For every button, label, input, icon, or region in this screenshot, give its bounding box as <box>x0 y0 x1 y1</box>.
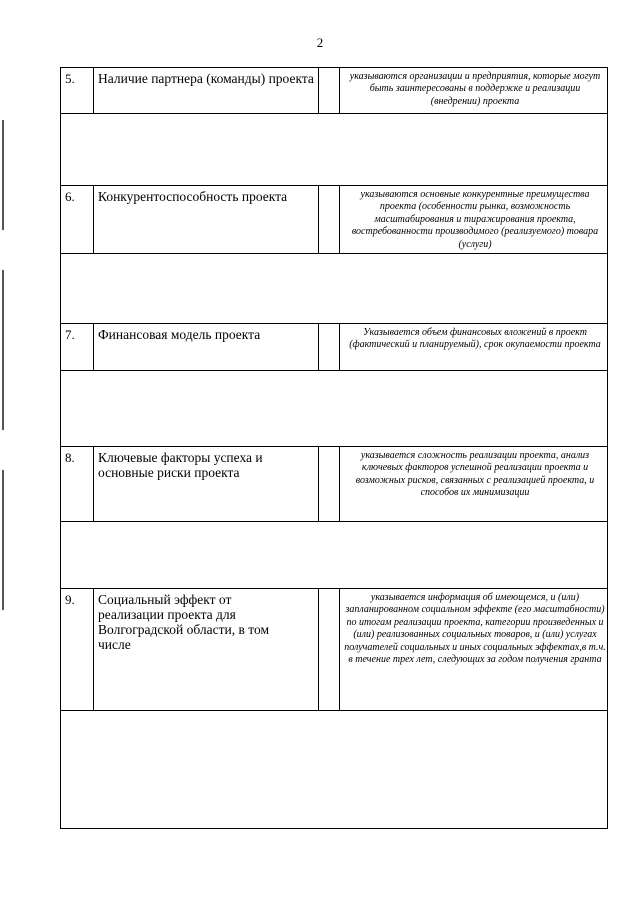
row-number: 9. <box>65 592 75 607</box>
row-number: 7. <box>65 327 75 342</box>
row-number: 8. <box>65 450 75 465</box>
answer-area-6[interactable] <box>61 254 607 324</box>
scan-edge-mark <box>2 470 4 610</box>
row-title: Ключевые факторы успеха и основные риски проекта <box>98 450 263 480</box>
page-number: 2 <box>316 35 324 50</box>
table-row-5-header <box>61 68 607 114</box>
row-title: Финансовая модель проекта <box>98 327 261 342</box>
row-hint: указываются организации и предприятия, которые могут быть заинтересованы в поддержке и реализации (внедрении) проекта <box>349 71 601 107</box>
table-row-9-header <box>61 589 607 711</box>
answer-area-5[interactable] <box>61 114 607 186</box>
row-hint: указывается сложность реализации проекта, анализ ключевых факторов успешной реализации проекта и возможных рисков, связанных с реализацией проекта, и способов их минимизации <box>355 450 595 499</box>
row-title: Социальный эффект от реализации проекта для Волгоградской области, в том числе <box>98 592 270 652</box>
row-number: 5. <box>65 71 75 86</box>
application-form-table <box>60 67 608 829</box>
table-row-7-header <box>61 324 607 371</box>
row-number: 6. <box>65 189 75 204</box>
table-row-6-header <box>61 186 607 254</box>
row-hint: указываются основные конкурентные преимущества проекта (особенности рынка, возможность масштабирования и тиражирования проекта, востребованности производимого (реализуемого) товара (услуги) <box>351 189 599 250</box>
scan-edge-mark <box>2 270 4 430</box>
row-hint: указывается информация об имеющемся, и (или) запланированном социальном эффекте (его масштабности) по итогам реализации проекта, категории произведенных и (или) реализованных социальных товаров, и (или) услугах получателей социальных и иных социальных эффектах,в т.ч. в течение трех лет, следующих за годом получения гранта <box>344 592 606 666</box>
answer-area-7[interactable] <box>61 371 607 447</box>
row-title: Наличие партнера (команды) проекта <box>98 71 314 86</box>
answer-area-9[interactable] <box>61 711 607 828</box>
row-hint: Указывается объем финансовых вложений в проект (фактический и планируемый), срок окупаемости проекта <box>349 327 601 351</box>
row-title: Конкурентоспособность проекта <box>98 189 288 204</box>
table-row-8-header <box>61 447 607 522</box>
scan-edge-mark <box>2 120 4 230</box>
answer-area-8[interactable] <box>61 522 607 589</box>
